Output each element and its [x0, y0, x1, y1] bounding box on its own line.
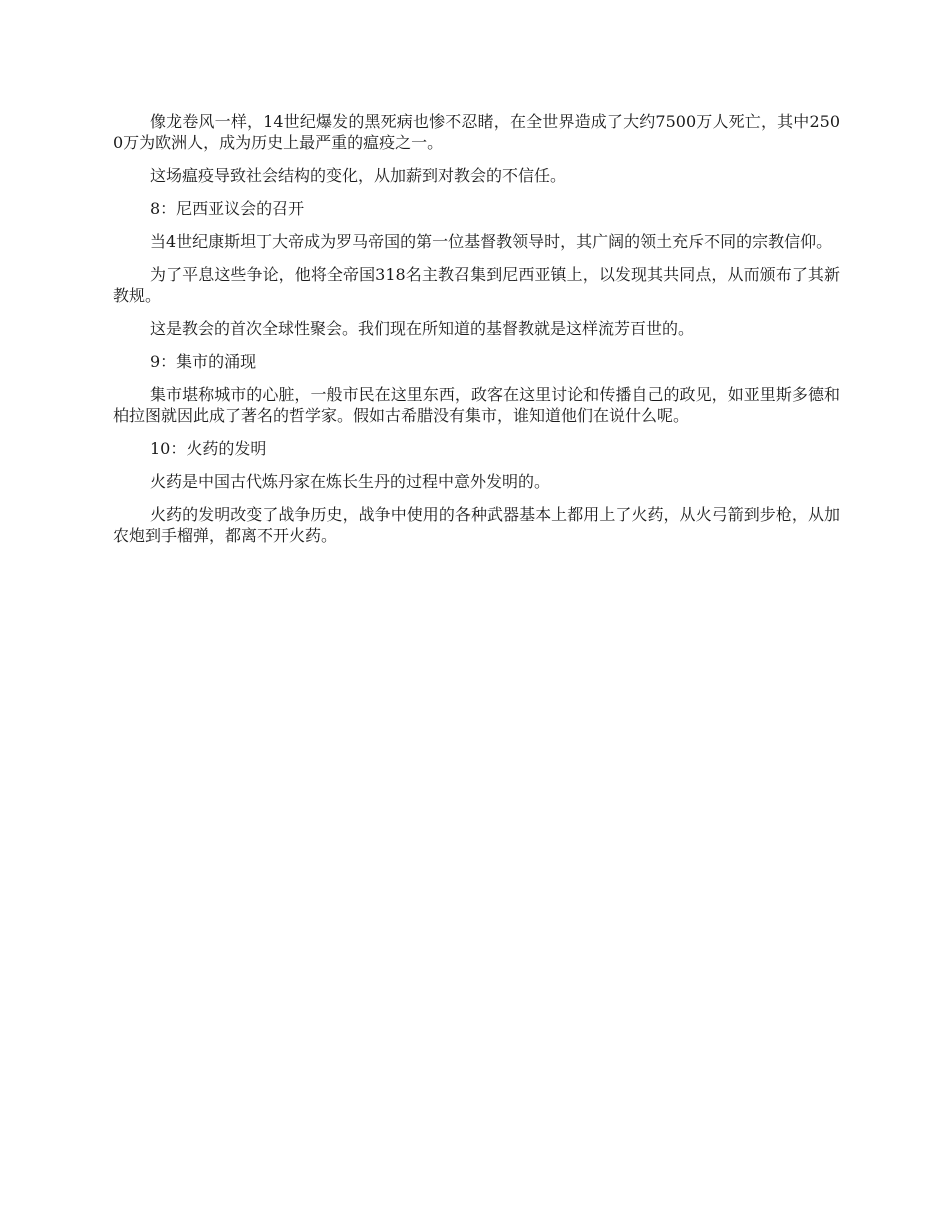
paragraph-markets: 集市堪称城市的心脏，一般市民在这里东西，政客在这里讨论和传播自己的政见，如亚里斯多德和柏拉图就因此成了著名的哲学家。假如古希腊没有集市，谁知道他们在说什么呢。	[113, 385, 840, 425]
paragraph-gunpowder-origin: 火药是中国古代炼丹家在炼长生丹的过程中意外发明的。	[150, 472, 551, 491]
section-heading-markets: 9：集市的涌现	[150, 352, 257, 371]
paragraph-bishops: 为了平息这些争论，他将全帝国318名主教召集到尼西亚镇上，以发现其共同点，从而颁布了其新教规。	[113, 265, 840, 305]
paragraph-gunpowder-impact: 火药的发明改变了战争历史，战争中使用的各种武器基本上都用上了火药，从火弓箭到步枪，从加农炮到手榴弹，都离不开火药。	[113, 505, 840, 545]
paragraph-constantine: 当4世纪康斯坦丁大帝成为罗马帝国的第一位基督教领导时，其广阔的领土充斥不同的宗教信仰。	[150, 232, 833, 251]
paragraph-black-death: 像龙卷风一样，14世纪爆发的黑死病也惨不忍睹，在全世界造成了大约7500万人死亡，其中2500万为欧洲人，成为历史上最严重的瘟疫之一。	[113, 112, 840, 152]
paragraph-church-gathering: 这是教会的首次全球性聚会。我们现在所知道的基督教就是这样流芳百世的。	[150, 319, 695, 338]
section-heading-nicaea: 8：尼西亚议会的召开	[150, 199, 305, 218]
section-heading-gunpowder: 10：火药的发明	[150, 439, 267, 458]
paragraph-plague-effects: 这场瘟疫导致社会结构的变化，从加薪到对教会的不信任。	[150, 166, 567, 185]
document-body	[113, 111, 840, 558]
